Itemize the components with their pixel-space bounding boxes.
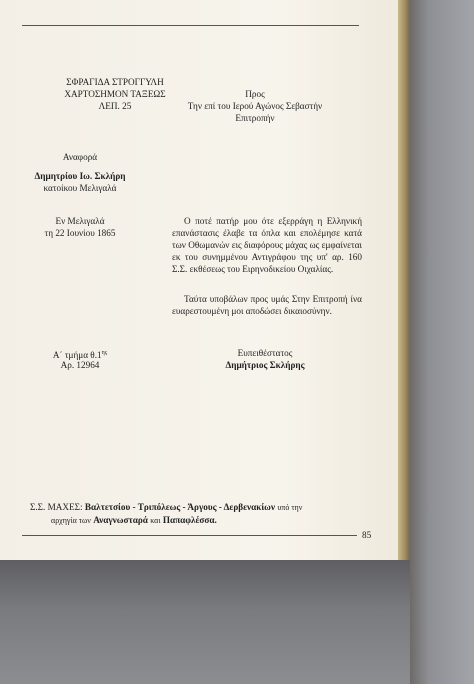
footnote-prefix: Σ.Σ. ΜΑΧΕΣ: [30,502,83,512]
footnote-line2-prefix: αρχηγία των [51,516,91,525]
scan-shadow-right [410,0,474,684]
footnote-and: και [150,516,161,525]
archive-number: Αρ. 12964 [60,360,100,370]
sender-name: Δημητρίου Ιω. Σκλήρη [34,171,126,181]
report-label: Αναφορά [62,152,98,162]
addressee-line-2: Την επί του Ιερού Αγώνος Σεβαστήν [187,101,323,111]
archive-section-text: Α΄ τμήμα θ.1 [52,350,102,361]
footnote-battles: Βαλτετσίου - Τριπόλεως - Άργους - Δερβενακίων [84,502,276,512]
footnote-leader-1: Αναγνωσταρά [93,515,148,525]
body-paragraph-2: Ταύτα υποβάλων προς υμάς Στην Επιτροπή ίνα ευαρεστουμένη μοι αποδώσει δικαιοσύνην. [172,294,362,316]
stamp-line-3: ΛΕΠ. 25 [98,101,132,111]
page-edge [398,0,410,565]
footnote-leader-2: Παπαφλέσσα. [162,515,217,525]
closing-signature: Δημήτριος Σκλήρης [225,360,305,370]
scan-shadow-bottom [0,560,410,684]
closing-salutation: Ευπειθέστατος [237,348,293,358]
footnote-line-2 [51,514,217,527]
sender-residence: κατοίκου Μελιγαλά [43,183,117,193]
bottom-rule [22,535,357,536]
date: τη 22 Ιουνίου 1865 [44,228,116,238]
page-number: 85 [362,530,372,540]
stamp-line-1: ΣΦΡΑΓΙΔΑ ΣΤΡΟΓΓΥΛΗ [66,77,164,87]
stamp-line-2: ΧΑΡΤΟΣΗΜΟΝ ΤΑΞΕΩΣ [64,89,166,99]
addressee-line-1: Προς [245,89,265,99]
body-paragraph-1: Ο ποτέ πατήρ μου ότε εξερράγη η Ελληνική επανάστασις έλαβε τα όπλα και επολέμησε κατά των Οθωμανών εις διαφόρους μάχας ως εμφαίνεται εκ του συνημμένου Αντιγράφου της υπ' αρ. 160 Σ.Σ. εκθέσεως του Ειρηνοδικείου Οιχαλίας. [172,216,362,274]
footnote-line-1 [30,501,302,514]
top-rule [22,25,359,26]
addressee-line-3: Επιτροπήν [235,113,275,123]
footnote-mid: υπό την [277,503,303,512]
place: Εν Μελιγαλά [55,216,105,226]
archive-section-sup: ης [101,350,108,356]
